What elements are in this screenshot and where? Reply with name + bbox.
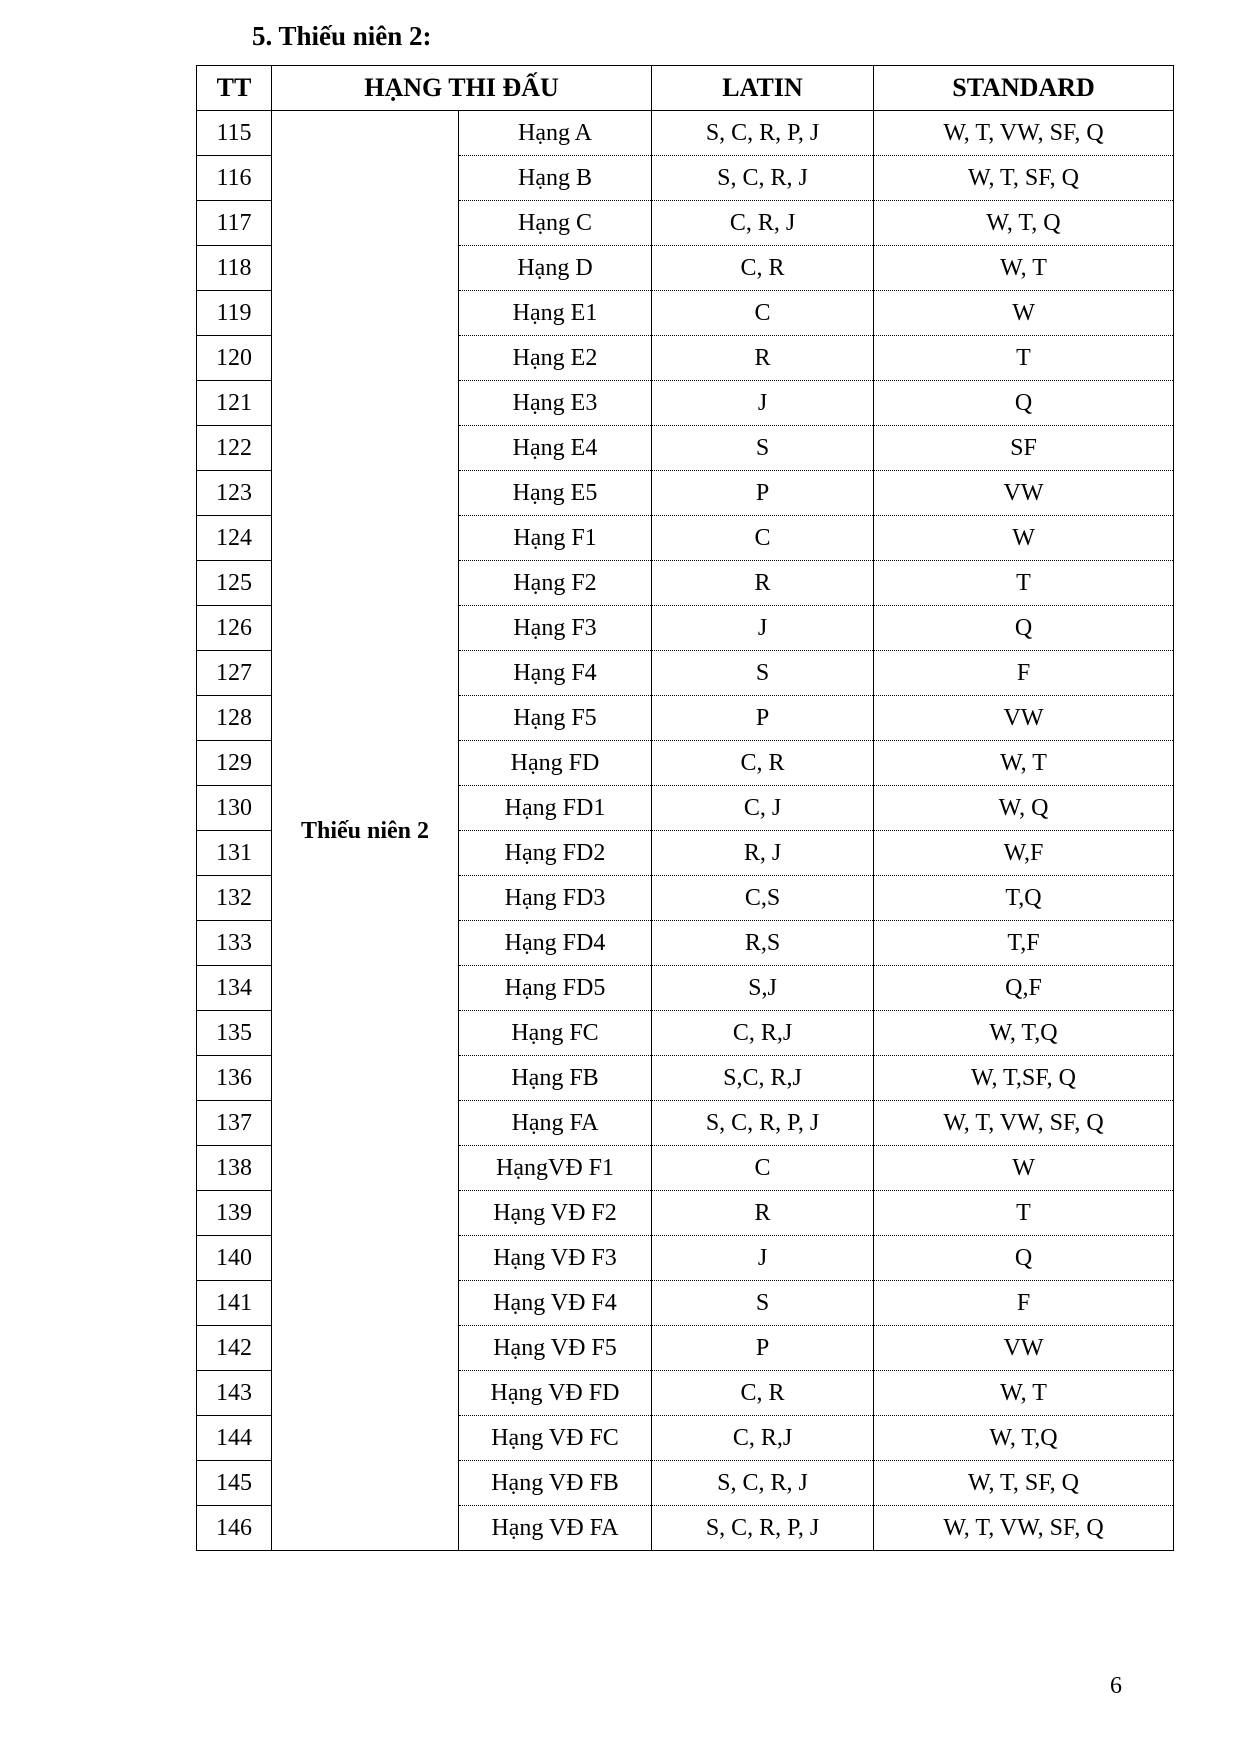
cell-hang: Hạng E4 [459,426,652,471]
cell-latin: S, C, R, P, J [652,1101,874,1146]
cell-latin: J [652,381,874,426]
cell-latin: S [652,1281,874,1326]
header-latin: LATIN [652,66,874,111]
cell-tt: 125 [197,561,272,606]
cell-hang: Hạng FD1 [459,786,652,831]
cell-standard: T,Q [874,876,1174,921]
cell-latin: R, J [652,831,874,876]
cell-tt: 120 [197,336,272,381]
cell-standard: T [874,336,1174,381]
cell-hang: Hạng D [459,246,652,291]
cell-latin: S, C, R, J [652,1461,874,1506]
header-tt: TT [197,66,272,111]
cell-latin: C, J [652,786,874,831]
cell-hang: Hạng FD [459,741,652,786]
cell-latin: S,C, R,J [652,1056,874,1101]
cell-hang: Hạng VĐ FD [459,1371,652,1416]
section-title: 5. Thiếu niên 2: [252,21,432,51]
cell-tt: 115 [197,111,272,156]
page-number: 6 [1110,1673,1122,1699]
cell-latin: C, R, J [652,201,874,246]
cell-hang: Hạng VĐ FA [459,1506,652,1551]
cell-hang: Hạng E3 [459,381,652,426]
cell-standard: Q,F [874,966,1174,1011]
cell-tt: 119 [197,291,272,336]
cell-tt: 146 [197,1506,272,1551]
cell-tt: 132 [197,876,272,921]
cell-standard: W, T, VW, SF, Q [874,1101,1174,1146]
cell-tt: 128 [197,696,272,741]
cell-latin: C, R [652,246,874,291]
cell-tt: 126 [197,606,272,651]
cell-tt: 116 [197,156,272,201]
cell-latin: R,S [652,921,874,966]
cell-hang: Hạng FD3 [459,876,652,921]
cell-tt: 144 [197,1416,272,1461]
cell-tt: 131 [197,831,272,876]
cell-hang: Hạng VĐ F3 [459,1236,652,1281]
cell-hang: Hạng VĐ F4 [459,1281,652,1326]
cell-standard: W, T [874,246,1174,291]
cell-standard: W, T [874,1371,1174,1416]
cell-standard: W [874,291,1174,336]
cell-latin: S,J [652,966,874,1011]
cell-standard: W, T,Q [874,1416,1174,1461]
cell-tt: 124 [197,516,272,561]
cell-group: Thiếu niên 2 [272,111,459,1551]
cell-hang: Hạng FD5 [459,966,652,1011]
cell-standard: W, T [874,741,1174,786]
cell-standard: F [874,1281,1174,1326]
cell-latin: P [652,1326,874,1371]
cell-hang: Hạng A [459,111,652,156]
cell-hang: Hạng F4 [459,651,652,696]
cell-standard: W, T, SF, Q [874,1461,1174,1506]
cell-tt: 133 [197,921,272,966]
cell-latin: P [652,471,874,516]
cell-standard: SF [874,426,1174,471]
cell-latin: J [652,606,874,651]
cell-hang: Hạng B [459,156,652,201]
table-body [197,111,1174,1551]
cell-tt: 135 [197,1011,272,1056]
cell-hang: Hạng E5 [459,471,652,516]
cell-hang: Hạng E1 [459,291,652,336]
cell-latin: S, C, R, J [652,156,874,201]
cell-latin: C, R [652,741,874,786]
cell-tt: 137 [197,1101,272,1146]
cell-standard: VW [874,696,1174,741]
cell-tt: 122 [197,426,272,471]
cell-standard: W, T, VW, SF, Q [874,1506,1174,1551]
table-header-row [197,66,1174,111]
cell-standard: VW [874,471,1174,516]
cell-standard: W, Q [874,786,1174,831]
cell-standard: W [874,516,1174,561]
cell-tt: 143 [197,1371,272,1416]
cell-hang: Hạng VĐ F5 [459,1326,652,1371]
cell-latin: C, R,J [652,1416,874,1461]
cell-standard: W,F [874,831,1174,876]
cell-tt: 117 [197,201,272,246]
cell-hang: HạngVĐ F1 [459,1146,652,1191]
cell-standard: T [874,561,1174,606]
cell-latin: S [652,651,874,696]
cell-hang: Hạng VĐ FC [459,1416,652,1461]
cell-tt: 127 [197,651,272,696]
cell-latin: S [652,426,874,471]
cell-hang: Hạng FD4 [459,921,652,966]
header-standard: STANDARD [874,66,1174,111]
cell-latin: R [652,336,874,381]
cell-latin: P [652,696,874,741]
cell-hang: Hạng E2 [459,336,652,381]
cell-hang: Hạng F3 [459,606,652,651]
cell-latin: R [652,561,874,606]
cell-latin: S, C, R, P, J [652,1506,874,1551]
cell-tt: 121 [197,381,272,426]
cell-tt: 139 [197,1191,272,1236]
cell-standard: Q [874,1236,1174,1281]
cell-standard: VW [874,1326,1174,1371]
cell-latin: C, R [652,1371,874,1416]
cell-hang: Hạng VĐ F2 [459,1191,652,1236]
cell-hang: Hạng FB [459,1056,652,1101]
cell-hang: Hạng F5 [459,696,652,741]
cell-tt: 145 [197,1461,272,1506]
cell-latin: C, R,J [652,1011,874,1056]
cell-tt: 141 [197,1281,272,1326]
cell-hang: Hạng FD2 [459,831,652,876]
cell-latin: S, C, R, P, J [652,111,874,156]
cell-tt: 136 [197,1056,272,1101]
cell-latin: C,S [652,876,874,921]
cell-standard: W, T, VW, SF, Q [874,111,1174,156]
competition-table [196,65,1174,1551]
cell-standard: W, T, SF, Q [874,156,1174,201]
cell-latin: J [652,1236,874,1281]
cell-tt: 134 [197,966,272,1011]
cell-standard: W, T, Q [874,201,1174,246]
cell-hang: Hạng F2 [459,561,652,606]
cell-hang: Hạng FC [459,1011,652,1056]
cell-hang: Hạng VĐ FB [459,1461,652,1506]
cell-tt: 130 [197,786,272,831]
cell-latin: C [652,516,874,561]
cell-standard: W, T,Q [874,1011,1174,1056]
cell-tt: 129 [197,741,272,786]
cell-tt: 140 [197,1236,272,1281]
cell-latin: R [652,1191,874,1236]
cell-hang: Hạng FA [459,1101,652,1146]
cell-latin: C [652,291,874,336]
cell-standard: Q [874,606,1174,651]
cell-standard: F [874,651,1174,696]
cell-tt: 123 [197,471,272,516]
table-row [197,111,1174,156]
cell-standard: Q [874,381,1174,426]
cell-standard: W, T,SF, Q [874,1056,1174,1101]
cell-tt: 142 [197,1326,272,1371]
cell-tt: 138 [197,1146,272,1191]
cell-latin: C [652,1146,874,1191]
cell-standard: W [874,1146,1174,1191]
cell-standard: T,F [874,921,1174,966]
cell-hang: Hạng F1 [459,516,652,561]
cell-standard: T [874,1191,1174,1236]
header-hang-thi-dau: HẠNG THI ĐẤU [272,66,652,111]
cell-tt: 118 [197,246,272,291]
cell-hang: Hạng C [459,201,652,246]
